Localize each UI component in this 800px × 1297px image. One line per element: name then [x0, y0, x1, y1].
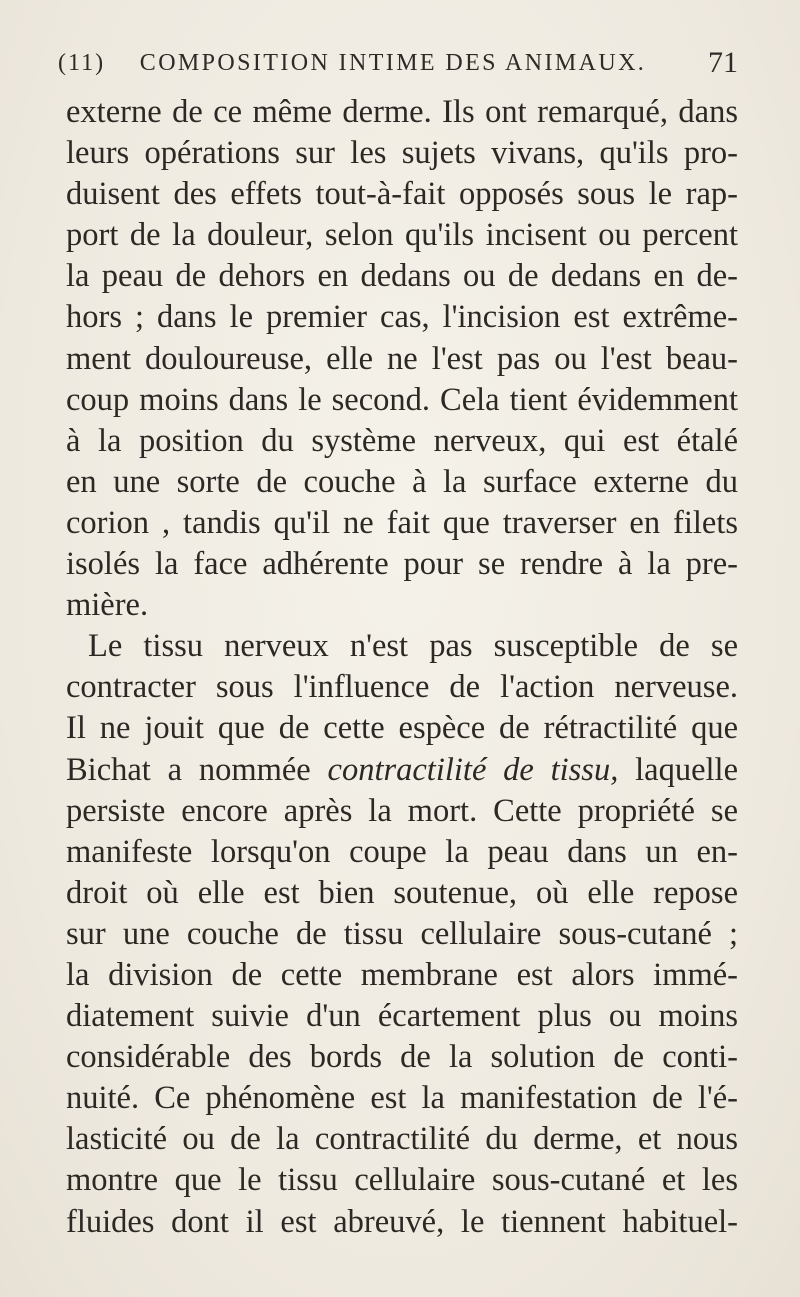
- body-text: [66, 92, 738, 1243]
- text-line: duisent des effets tout-à-fait opposés sous le rap-: [66, 176, 738, 213]
- text-line: la peau de dehors en dedans ou de dedans en de-: [66, 258, 738, 295]
- text-line: externe de ce même derme. Ils ont remarqué, dans: [66, 94, 738, 130]
- text-line: considérable des bords de la solution de conti-: [66, 1039, 738, 1076]
- text-line: en une sorte de couche à la surface externe du: [66, 463, 738, 500]
- text-line: hors ; dans le premier cas, l'incision est extrême-: [66, 299, 738, 336]
- text-line: contracter sous l'influence de l'action nerveuse.: [66, 669, 738, 706]
- text-line: mière.: [66, 587, 149, 624]
- text-line: ment douloureuse, elle ne l'est pas ou l'est beau-: [66, 340, 738, 377]
- text-segment: Bichat a nommée: [66, 751, 311, 788]
- text-line: manifeste lorsqu'on coupe la peau dans un en-: [66, 833, 738, 870]
- text-line: à la position du système nerveux, qui est étalé: [66, 422, 738, 459]
- page-header: [58, 46, 738, 90]
- text-line: coup moins dans le second. Cela tient évidemment: [66, 381, 738, 418]
- text-line: corion , tandis qu'il ne fait que traverser en filets: [66, 504, 738, 541]
- text-line: Il ne jouit que de cette espèce de rétractilité que: [66, 710, 738, 747]
- text-line: leurs opérations sur les sujets vivans, qu'ils pro-: [66, 135, 738, 172]
- text-line: droit où elle est bien soutenue, où elle repose: [66, 874, 738, 911]
- text-line: sur une couche de tissu cellulaire sous-cutané ;: [66, 915, 738, 952]
- paragraph-start-line: Le tissu nerveux n'est pas susceptible de se: [88, 628, 738, 665]
- text-line: montre que le tissu cellulaire sous-cutané et les: [66, 1162, 738, 1199]
- text-line: lasticité ou de la contractilité du derme, et nous: [66, 1121, 738, 1158]
- text-line: diatement suivie d'un écartement plus ou moins: [66, 998, 738, 1035]
- signature-mark: (11): [58, 50, 106, 76]
- italic-term: contractilité de tissu,: [327, 751, 619, 788]
- text-line: la division de cette membrane est alors immé-: [66, 956, 738, 993]
- text-line: nuité. Ce phénomène est la manifestation de l'é-: [66, 1080, 738, 1117]
- page-number: 71: [708, 46, 738, 79]
- text-line-with-italic: [66, 750, 738, 791]
- text-segment: laquelle: [635, 751, 738, 788]
- text-line: persiste encore après la mort. Cette propriété se: [66, 792, 738, 829]
- running-title: COMPOSITION INTIME DES ANIMAUX.: [139, 50, 647, 76]
- text-line: isolés la face adhérente pour se rendre à la pre-: [66, 546, 738, 583]
- text-line: port de la douleur, selon qu'ils incisent ou percent: [66, 217, 738, 254]
- text-line: fluides dont il est abreuvé, le tiennent habituel-: [66, 1203, 738, 1240]
